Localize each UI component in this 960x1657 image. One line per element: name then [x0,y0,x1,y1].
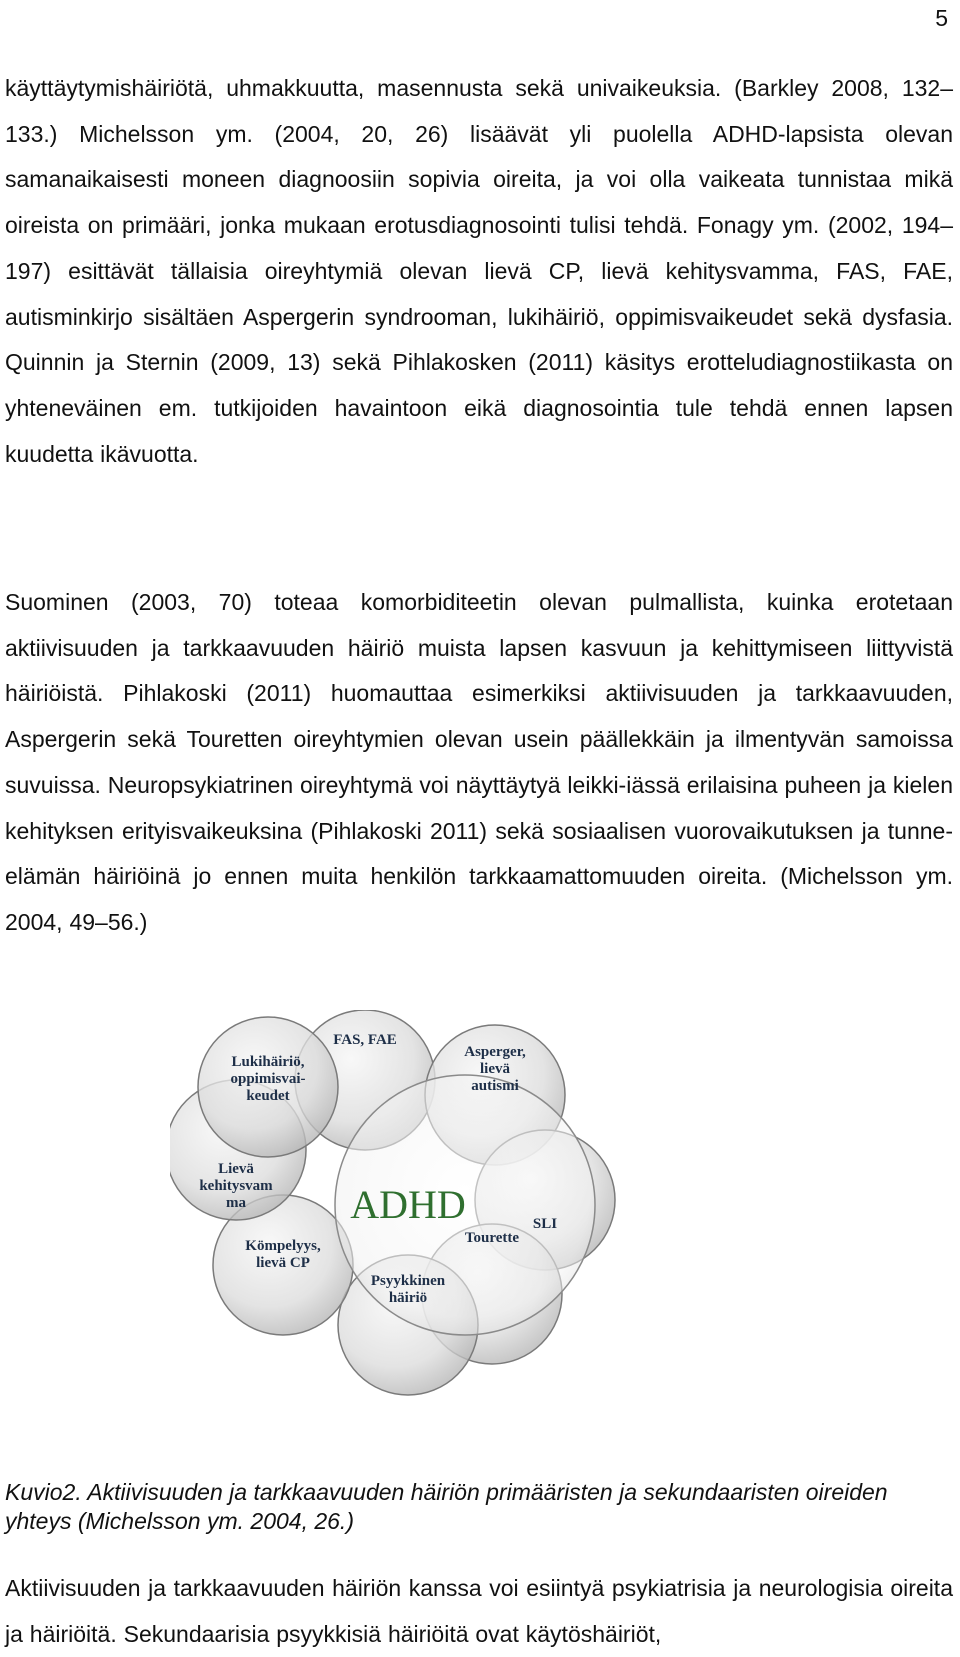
circle-label-line: autismi [471,1078,519,1094]
circle-label-line: kehitysvam [199,1178,273,1194]
comorbidity-diagram [170,1010,770,1430]
paragraph-1: käyttäytymishäiriötä, uhmakkuutta, masennusta sekä univaikeuksia. (Barkley 2008, 132–133.) Michelsson ym. (2004, 20, 26) lisäävät yli puolella ADHD-lapsista olevan samanaikaisesti moneen diagnoosiin sopivia oireita, ja voi olla vaikeata tunnistaa mikä oireista on primääri, jonka mukaan erotusdiagnosointi tulisi tehdä. Fonagy ym. (2002, 194–197) esittävät tällaisia oireyhtymiä olevan lievä CP, lievä kehitysvamma, FAS, FAE, autisminkirjo sisältäen Aspergerin syndrooman, lukihäiriö, oppimisvaikeudet sekä dysfasia. Quinnin ja Sternin (2009, 13) sekä Pihlakosken (2011) käsitys erotteludiagnostiikasta on yhteneväinen em. tutkijoiden havaintoon eikä diagnosointia tule tehdä ennen lapsen kuudetta ikävuotta. [5,75,953,467]
circle-label-tourette [465,1230,520,1246]
circle-label-line: oppimisvai- [230,1071,306,1087]
circle-label-line: lievä [480,1061,510,1077]
paragraph-2: Suominen (2003, 70) toteaa komorbiditeetin olevan pulmallista, kuinka erotetaan aktiivisuuden ja tarkkaavuuden häiriö muista lapsen kasvuun ja kehittymiseen liittyvistä häiriöistä. Pihlakoski (2011) huomauttaa esimerkiksi aktiivisuuden ja tarkkaavuuden, Aspergerin sekä Touretten oireyhtymien olevan usein päällekkäin ja ilmentyvän samoissa suvuissa. Neuropsykiatrinen oireyhtymä voi näyttäytyä leikki-iässä erilaisina puheen ja kielen kehityksen erityisvaikeuksina (Pihlakoski 2011) sekä sosiaalisen vuorovaikutuksen ja tunne-elämän häiriöinä jo ennen muita henkilön tarkkaamattomuuden oireita. (Michelsson ym. 2004, 49–56.) [5,589,953,935]
circle-label-line: Lukihäiriö, [231,1054,305,1070]
adhd-center-label: ADHD [350,1182,466,1227]
circle-label-sli [533,1216,557,1232]
circle-label-line: Asperger, [464,1044,526,1060]
circle-label-line: keudet [246,1088,290,1104]
figure-caption: Kuvio2. Aktiivisuuden ja tarkkaavuuden häiriön primääristen ja sekundaaristen oireiden yhteys (Michelsson ym. 2004, 26.) [5,1479,888,1534]
circle-label-fas [333,1032,397,1048]
circle-label-line: FAS, FAE [333,1032,397,1048]
circle-label-line: SLI [532,1216,558,1232]
circle-label-line: Psyykkinen [370,1273,446,1289]
circle-label-kompelyys [245,1238,321,1271]
circle-label-line: Lievä [218,1161,254,1177]
page-number: 5 [935,5,948,31]
circle-label-line: lievä CP [256,1255,310,1271]
circle-label-line: häiriö [388,1290,428,1306]
circle-label-line: ma [226,1195,246,1211]
paragraph-3: Aktiivisuuden ja tarkkaavuuden häiriön kanssa voi esiintyä psykiatrisia ja neurologisia oireita ja häiriöitä. Sekundaarisia psyykkisiä häiriöitä ovat käytöshäiriöt, [5,1575,953,1647]
circle-lukihairio [198,1017,338,1157]
circle-label-line: Kömpelyys, [245,1238,321,1254]
circle-label-line: Tourette [464,1230,520,1246]
